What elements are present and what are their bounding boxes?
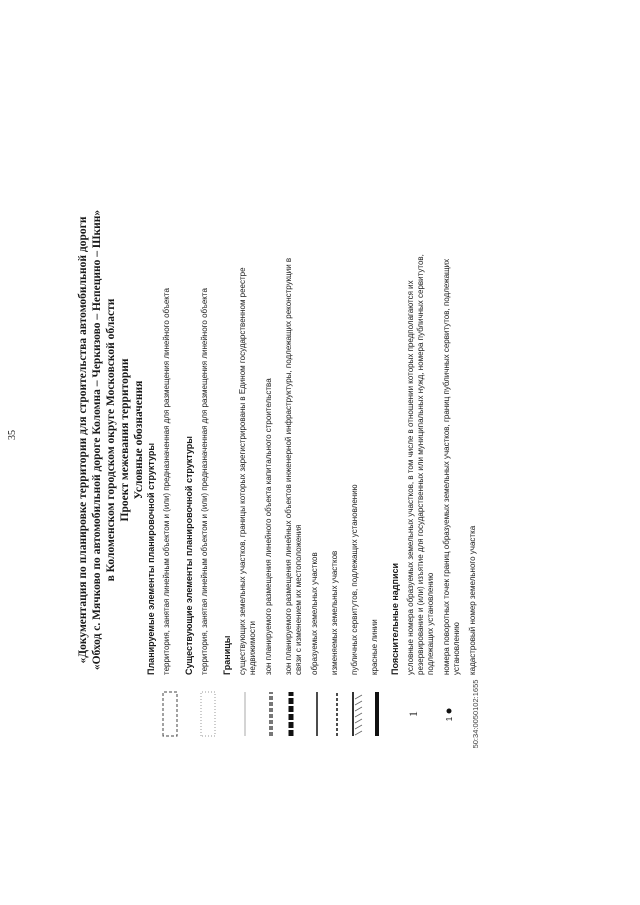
legend-text: номера поворотных точек границ образуемых земельных участков, границ публичных сервитутов, подлежащих установлению [442, 258, 461, 675]
legend-text: кадастровый номер земельного участка [468, 525, 477, 675]
legend-row [238, 245, 258, 675]
legend-row [162, 245, 178, 675]
crosshatch-strip-symbol [350, 680, 364, 748]
legend-row [350, 245, 364, 675]
legend-row [468, 245, 482, 749]
parcel-number-label: 1 [406, 711, 420, 717]
legend-text: условные номера образуемых земельных участков, в том числе в отношении которых предполагаются их резервирование и (или) изъятие для государственных или муниципальных нужд, номера публичных сервитутов, подлежащих установлению [406, 254, 435, 675]
legend-text: территория, занятая линейным объектом и (или) предназначенная для размещения линейного объекта [200, 288, 209, 675]
section-existing: Существующие элементы планировочной структуры [184, 436, 194, 675]
section-borders: Границы [222, 635, 232, 675]
legend-row [284, 245, 304, 675]
legend-text: образуемых земельных участков [310, 552, 319, 675]
legend-text: зон планируемого размещения линейного объекта капитального строительства [264, 378, 273, 675]
section-planned: Планируемые элементы планировочной структуры [146, 442, 156, 675]
legend-text: красные линии [370, 619, 379, 675]
title-line-1: «Документация по планировке территории для строительства автомобильной дороги [77, 216, 89, 664]
parcel-number-symbol [406, 680, 421, 748]
legend-text: территория, занятая линейным объектом и (или) предназначенная для размещения линейного объекта [162, 288, 171, 675]
legend-row [310, 245, 324, 675]
title-line-4: Проект межевания территории [119, 358, 131, 522]
page-number: 35 [7, 430, 18, 440]
document-title [76, 90, 146, 790]
red-line-symbol [370, 680, 384, 748]
dashed-line-symbol [330, 680, 344, 748]
legend-text: изменяемых земельных участков [330, 550, 339, 675]
hatched-line-symbol [264, 680, 278, 748]
legend-text: существующих земельных участков, границы которых зарегистрированы в Едином государственном реестре недвижимости [238, 267, 257, 675]
dotted-rectangle-symbol [200, 680, 216, 748]
turn-point-symbol [442, 680, 456, 748]
legend-row [406, 245, 436, 717]
title-line-3: в Коломенском городском округе Московской области [105, 298, 117, 582]
legend-row [442, 245, 462, 722]
legend-row [330, 245, 344, 675]
title-line-2: «Обход с. Мячково по автомобильной дороге Коломна – Черкизово – Непецино – Шкин» [91, 209, 103, 671]
legend-row [370, 245, 384, 675]
title-line-5: Условные обозначения [133, 380, 145, 500]
dashed-rectangle-symbol [162, 680, 178, 748]
legend-row [200, 245, 216, 675]
solid-line-symbol [310, 680, 324, 748]
turn-point-label: 1 [444, 716, 454, 722]
legend-text: публичных сервитутов, подлежащих установлению [350, 484, 359, 675]
thick-dashed-line-symbol [284, 680, 298, 748]
thin-line-symbol [238, 680, 252, 748]
legend [141, 245, 488, 749]
legend-text: зон планируемого размещения линейных объектов инженерной инфраструктуры, подлежащих реконструкции в связи с изменением их местоположения [284, 257, 303, 675]
section-notes: Пояснительные надписи [390, 562, 400, 675]
cadastral-example: 50:34:0050102:1655 [470, 679, 480, 749]
cadastral-symbol [468, 680, 482, 748]
legend-row [264, 245, 278, 675]
